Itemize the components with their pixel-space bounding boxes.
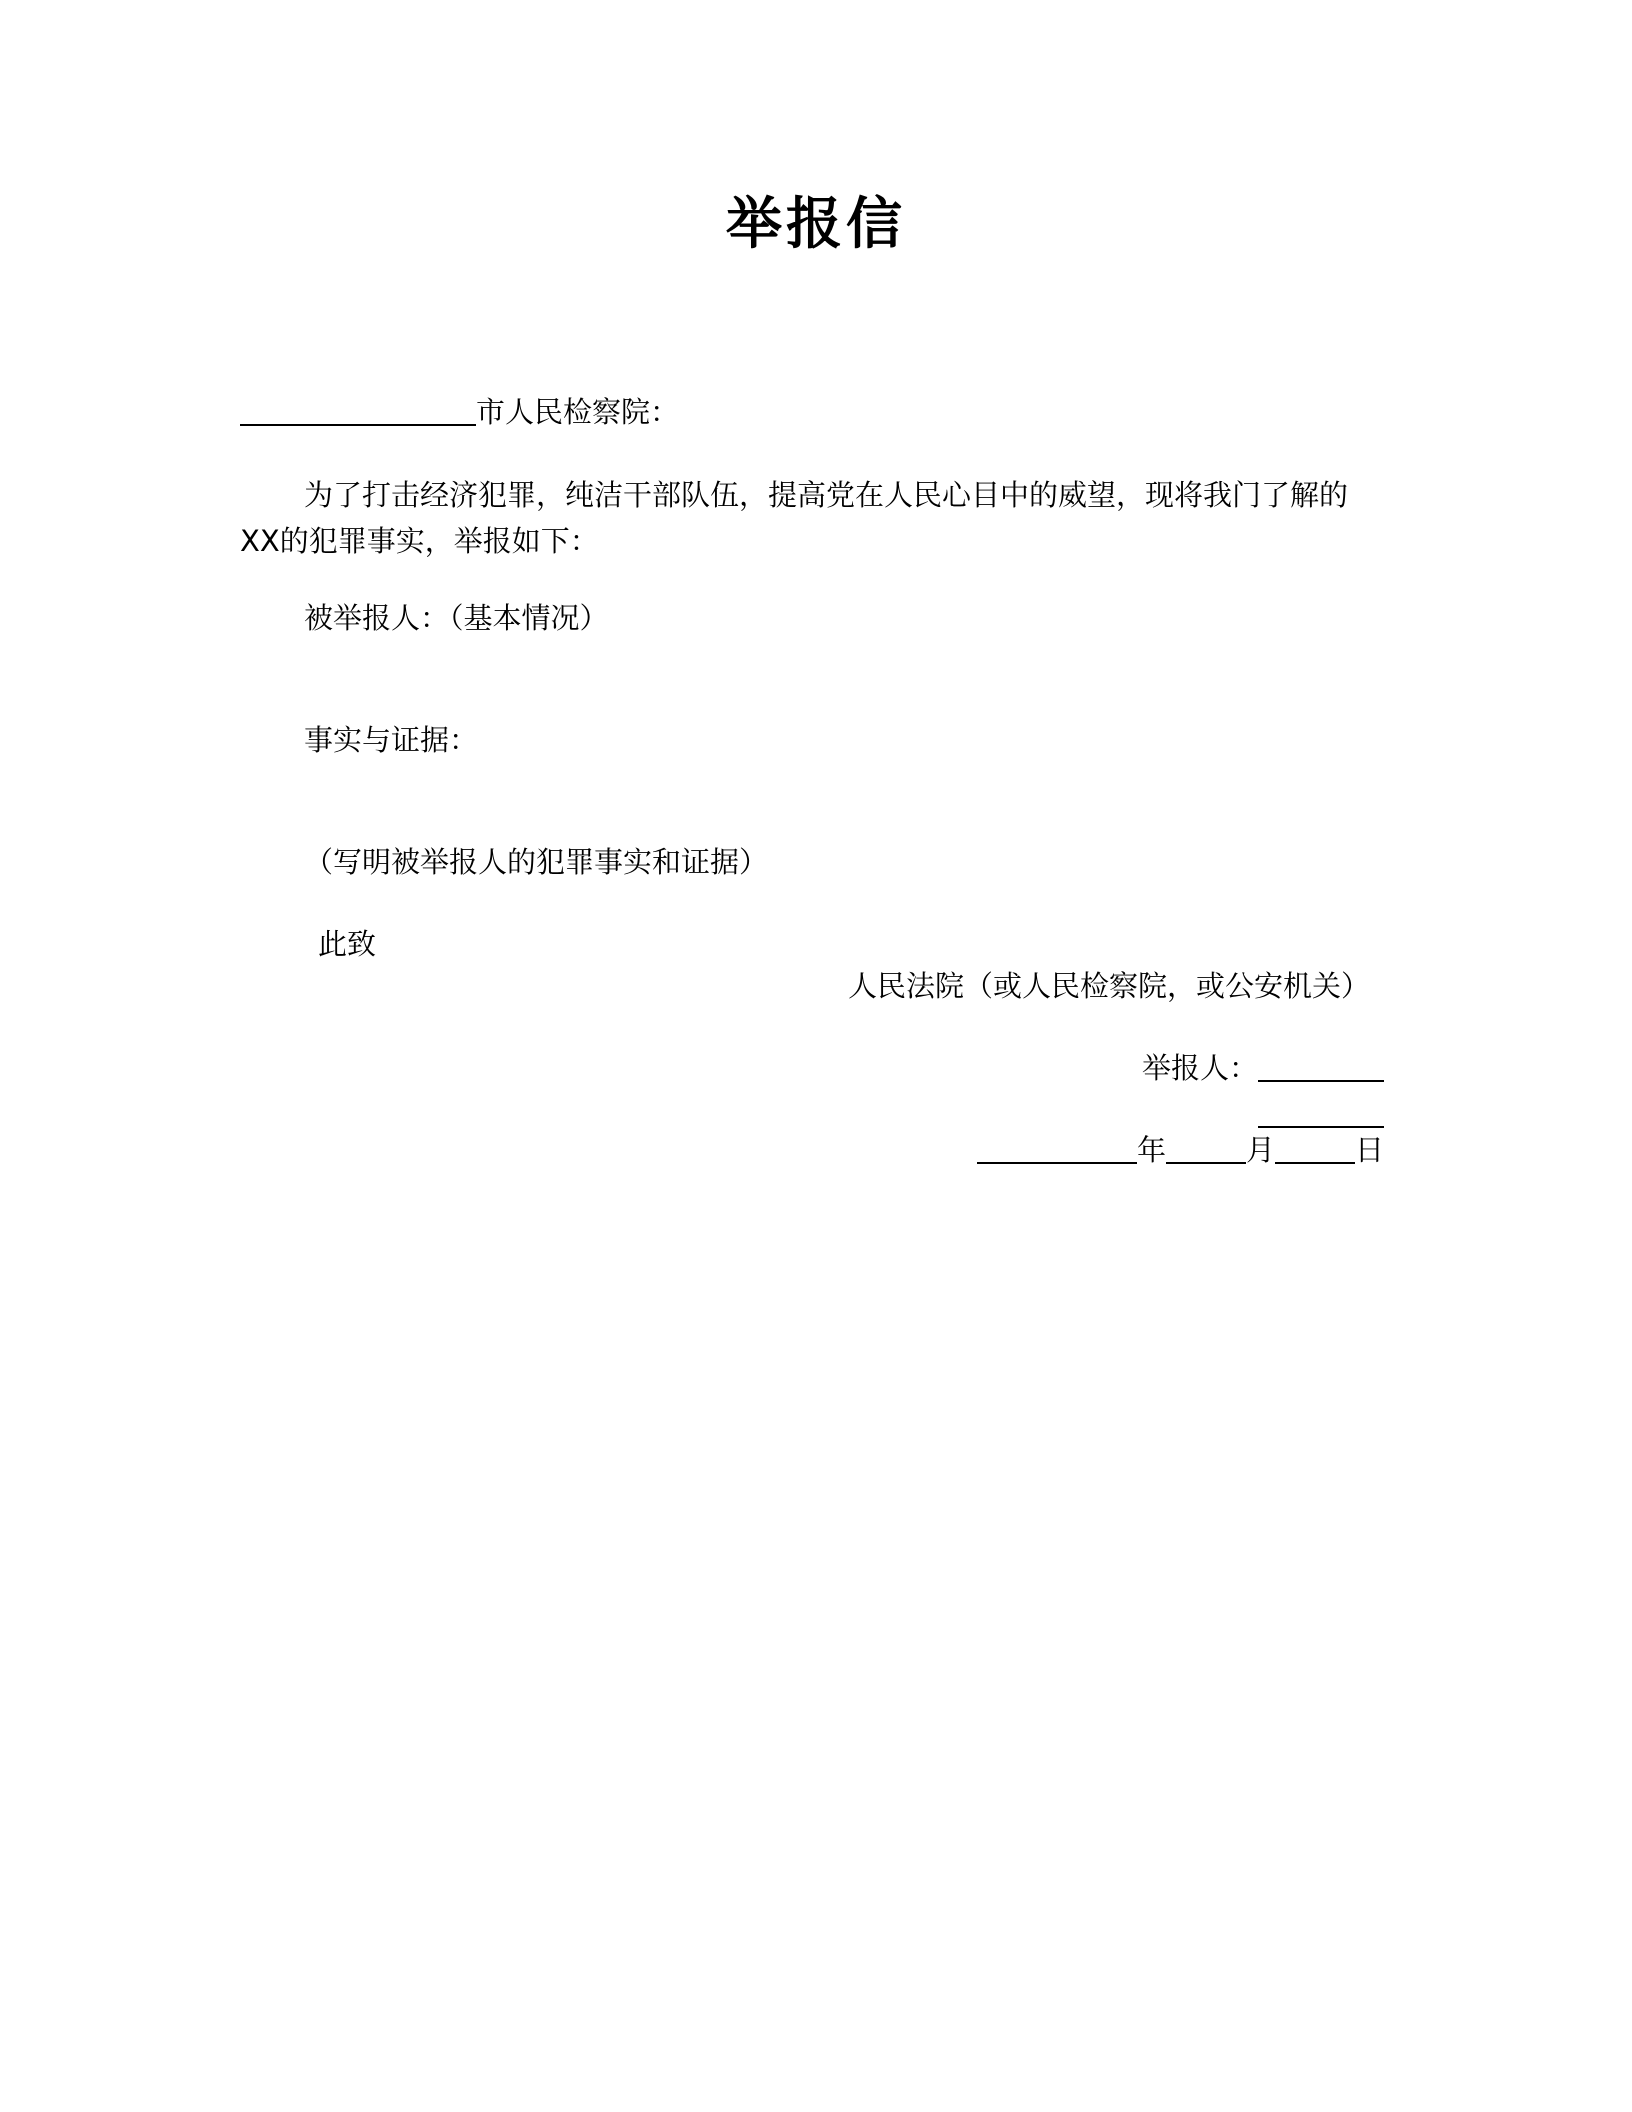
date-day-label: 日 <box>1354 1133 1384 1167</box>
reporter-line <box>1142 1048 1384 1088</box>
facts-label: 事实与证据： <box>304 723 479 757</box>
date-year-label: 年 <box>1136 1133 1166 1167</box>
date-month-label: 月 <box>1245 1133 1275 1167</box>
reporter-name-blank <box>1258 1048 1384 1082</box>
reporter-label: 举报人： <box>1141 1051 1258 1085</box>
date-line <box>977 1130 1384 1170</box>
addressee-line <box>240 392 679 432</box>
recipient-line: 人民法院（或人民检察院，或公安机关） <box>847 969 1370 1003</box>
body-paragraph: 为了打击经济犯罪，纯洁干部队伍，提高党在人民心目中的威望，现将我门了解的XX的犯罪事实，举报如下： <box>240 478 1349 558</box>
facts-instruction: （写明被举报人的犯罪事实和证据） <box>304 845 769 879</box>
addressee-suffix: 市人民检察院： <box>476 395 680 429</box>
reporter-extra-blank <box>1258 1094 1384 1128</box>
day-blank <box>1275 1130 1355 1164</box>
document-title: 举报信 <box>726 192 906 257</box>
reporter-extra-line <box>1258 1094 1384 1126</box>
closing-salutation: 此致 <box>318 927 377 961</box>
month-blank <box>1166 1130 1246 1164</box>
addressee-blank <box>240 392 476 426</box>
accused-label: 被举报人：（基本情况） <box>304 601 609 635</box>
year-blank <box>977 1130 1137 1164</box>
